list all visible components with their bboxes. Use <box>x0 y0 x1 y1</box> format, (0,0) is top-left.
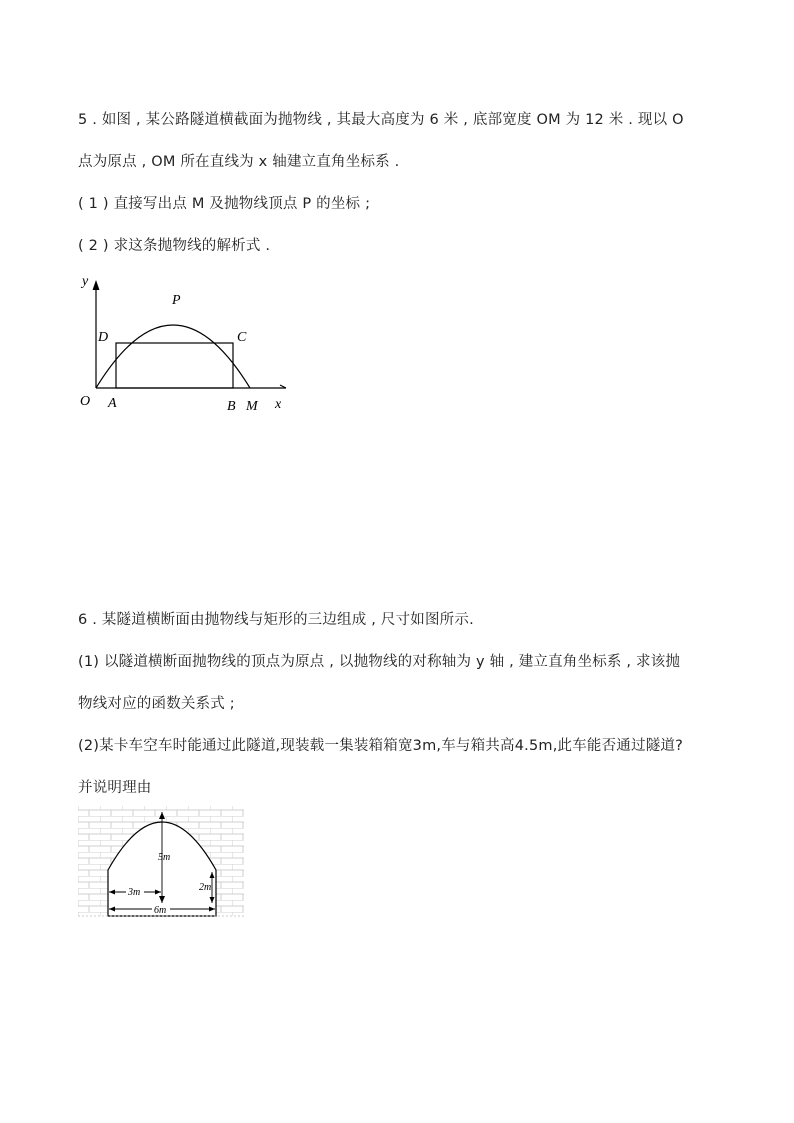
q5-line-3: ( 1 ) 直接写出点 M 及抛物线顶点 P 的坐标 ; <box>78 196 371 212</box>
q6-line-2: (1) 以隧道横断面抛物线的顶点为原点 , 以抛物线的对称轴为 y 轴 , 建立直角坐标系 , 求该抛 <box>78 654 681 670</box>
point-b-label: B <box>227 399 236 414</box>
rectangle-abcd <box>116 343 233 388</box>
point-a-label: A <box>108 396 117 411</box>
y-axis-arrow <box>93 280 100 290</box>
x-axis-label: x <box>275 397 282 412</box>
q6-line-3: 物线对应的函数关系式 ; <box>78 696 235 712</box>
point-p-label: P <box>172 293 181 308</box>
point-c-label: C <box>237 330 247 345</box>
q6-line-5: 并说明理由 <box>78 780 152 796</box>
origin-label: O <box>80 394 91 409</box>
q6-line-4: (2)某卡车空车时能通过此隧道,现装载一集装箱箱宽3m,车与箱共高4.5m,此车能否通过隧道? <box>78 738 683 754</box>
q5-line-1: 5 . 如图 , 某公路隧道横截面为抛物线 , 其最大高度为 6 米 , 底部宽度 OM 为 12 米 . 现以 O <box>78 112 684 128</box>
parabola-curve <box>96 325 250 388</box>
q5-line-4: ( 2 ) 求这条抛物线的解析式 . <box>78 238 271 254</box>
point-m-label: M <box>246 399 258 414</box>
point-d-label: D <box>98 330 109 345</box>
half-width-label: 3m <box>128 887 141 898</box>
q6-tunnel-figure <box>78 804 268 928</box>
q5-line-2: 点为原点 , OM 所在直线为 x 轴建立直角坐标系 . <box>78 154 400 170</box>
q6-line-1: 6 . 某隧道横断面由抛物线与矩形的三边组成 , 尺寸如图所示. <box>78 612 474 628</box>
width-label: 6m <box>154 905 167 916</box>
side-label: 2m <box>199 882 212 893</box>
height-label: 5m <box>158 852 171 863</box>
y-axis-label: y <box>82 274 89 289</box>
q5-parabola-figure <box>72 268 302 418</box>
